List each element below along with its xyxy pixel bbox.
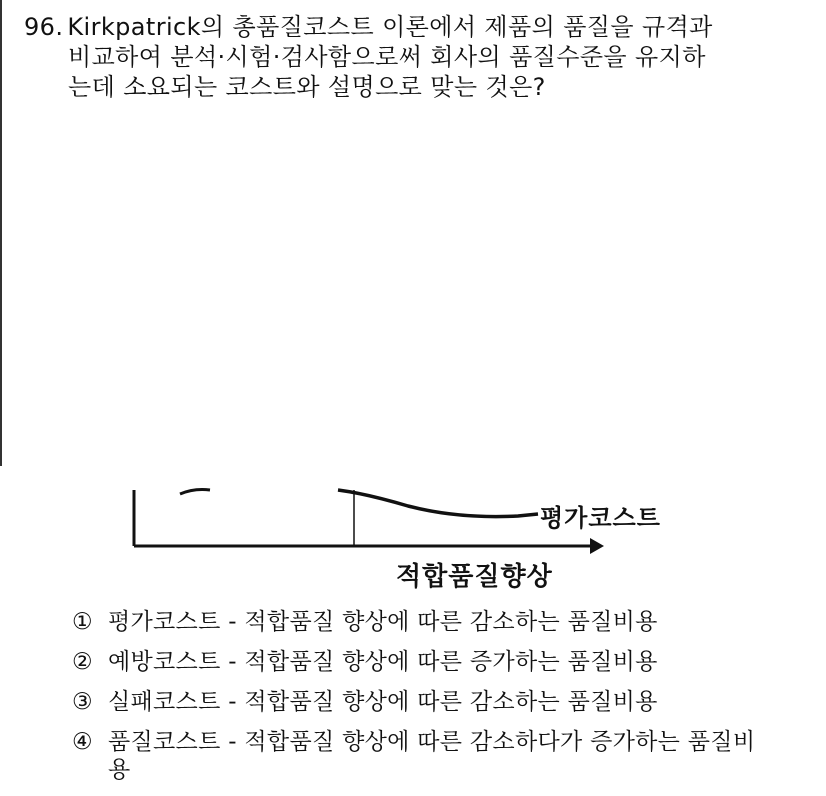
choice-4-mark: ④ bbox=[72, 729, 93, 755]
choice-2-text: 예방코스트 - 적합품질 향상에 따른 증가하는 품질비용 bbox=[108, 649, 658, 675]
x-axis-label: 적합품질향상 bbox=[396, 562, 553, 592]
choice-4-text: 품질코스트 - 적합품질 향상에 따른 감소하다가 증가하는 품질비용 bbox=[108, 729, 756, 783]
left-border-rule bbox=[0, 0, 2, 466]
evaluation-cost-curve bbox=[338, 490, 538, 517]
choice-3-text: 실패코스트 - 적합품질 향상에 따른 감소하는 품질비용 bbox=[108, 689, 658, 715]
choice-1-mark: ① bbox=[72, 609, 93, 635]
question-number: 96. bbox=[24, 13, 64, 41]
question-line-1 bbox=[24, 12, 804, 42]
question-line-2: 비교하여 분석·시험·검사함으로써 회사의 품질수준을 유지하 bbox=[68, 43, 706, 71]
cost-curve-left bbox=[180, 490, 210, 495]
choice-4[interactable] bbox=[72, 728, 792, 784]
quality-cost-figure bbox=[128, 482, 661, 592]
choice-3[interactable] bbox=[72, 688, 792, 716]
question-block bbox=[24, 12, 804, 102]
choice-1-text: 평가코스트 - 적합품질 향상에 따른 감소하는 품질비용 bbox=[108, 609, 658, 635]
choice-2-mark: ② bbox=[72, 649, 93, 675]
choice-1[interactable] bbox=[72, 608, 792, 636]
answer-choices bbox=[72, 608, 792, 796]
evaluation-cost-curve-label: 평가코스트 bbox=[540, 503, 661, 532]
x-axis-arrowhead bbox=[590, 538, 604, 554]
choice-3-mark: ③ bbox=[72, 689, 93, 715]
choice-2[interactable] bbox=[72, 648, 792, 676]
question-line-3: 는데 소요되는 코스트와 설명으로 맞는 것은? bbox=[68, 73, 546, 101]
question-text-1: Kirkpatrick의 총품질코스트 이론에서 제품의 품질을 규격과 bbox=[67, 13, 713, 41]
